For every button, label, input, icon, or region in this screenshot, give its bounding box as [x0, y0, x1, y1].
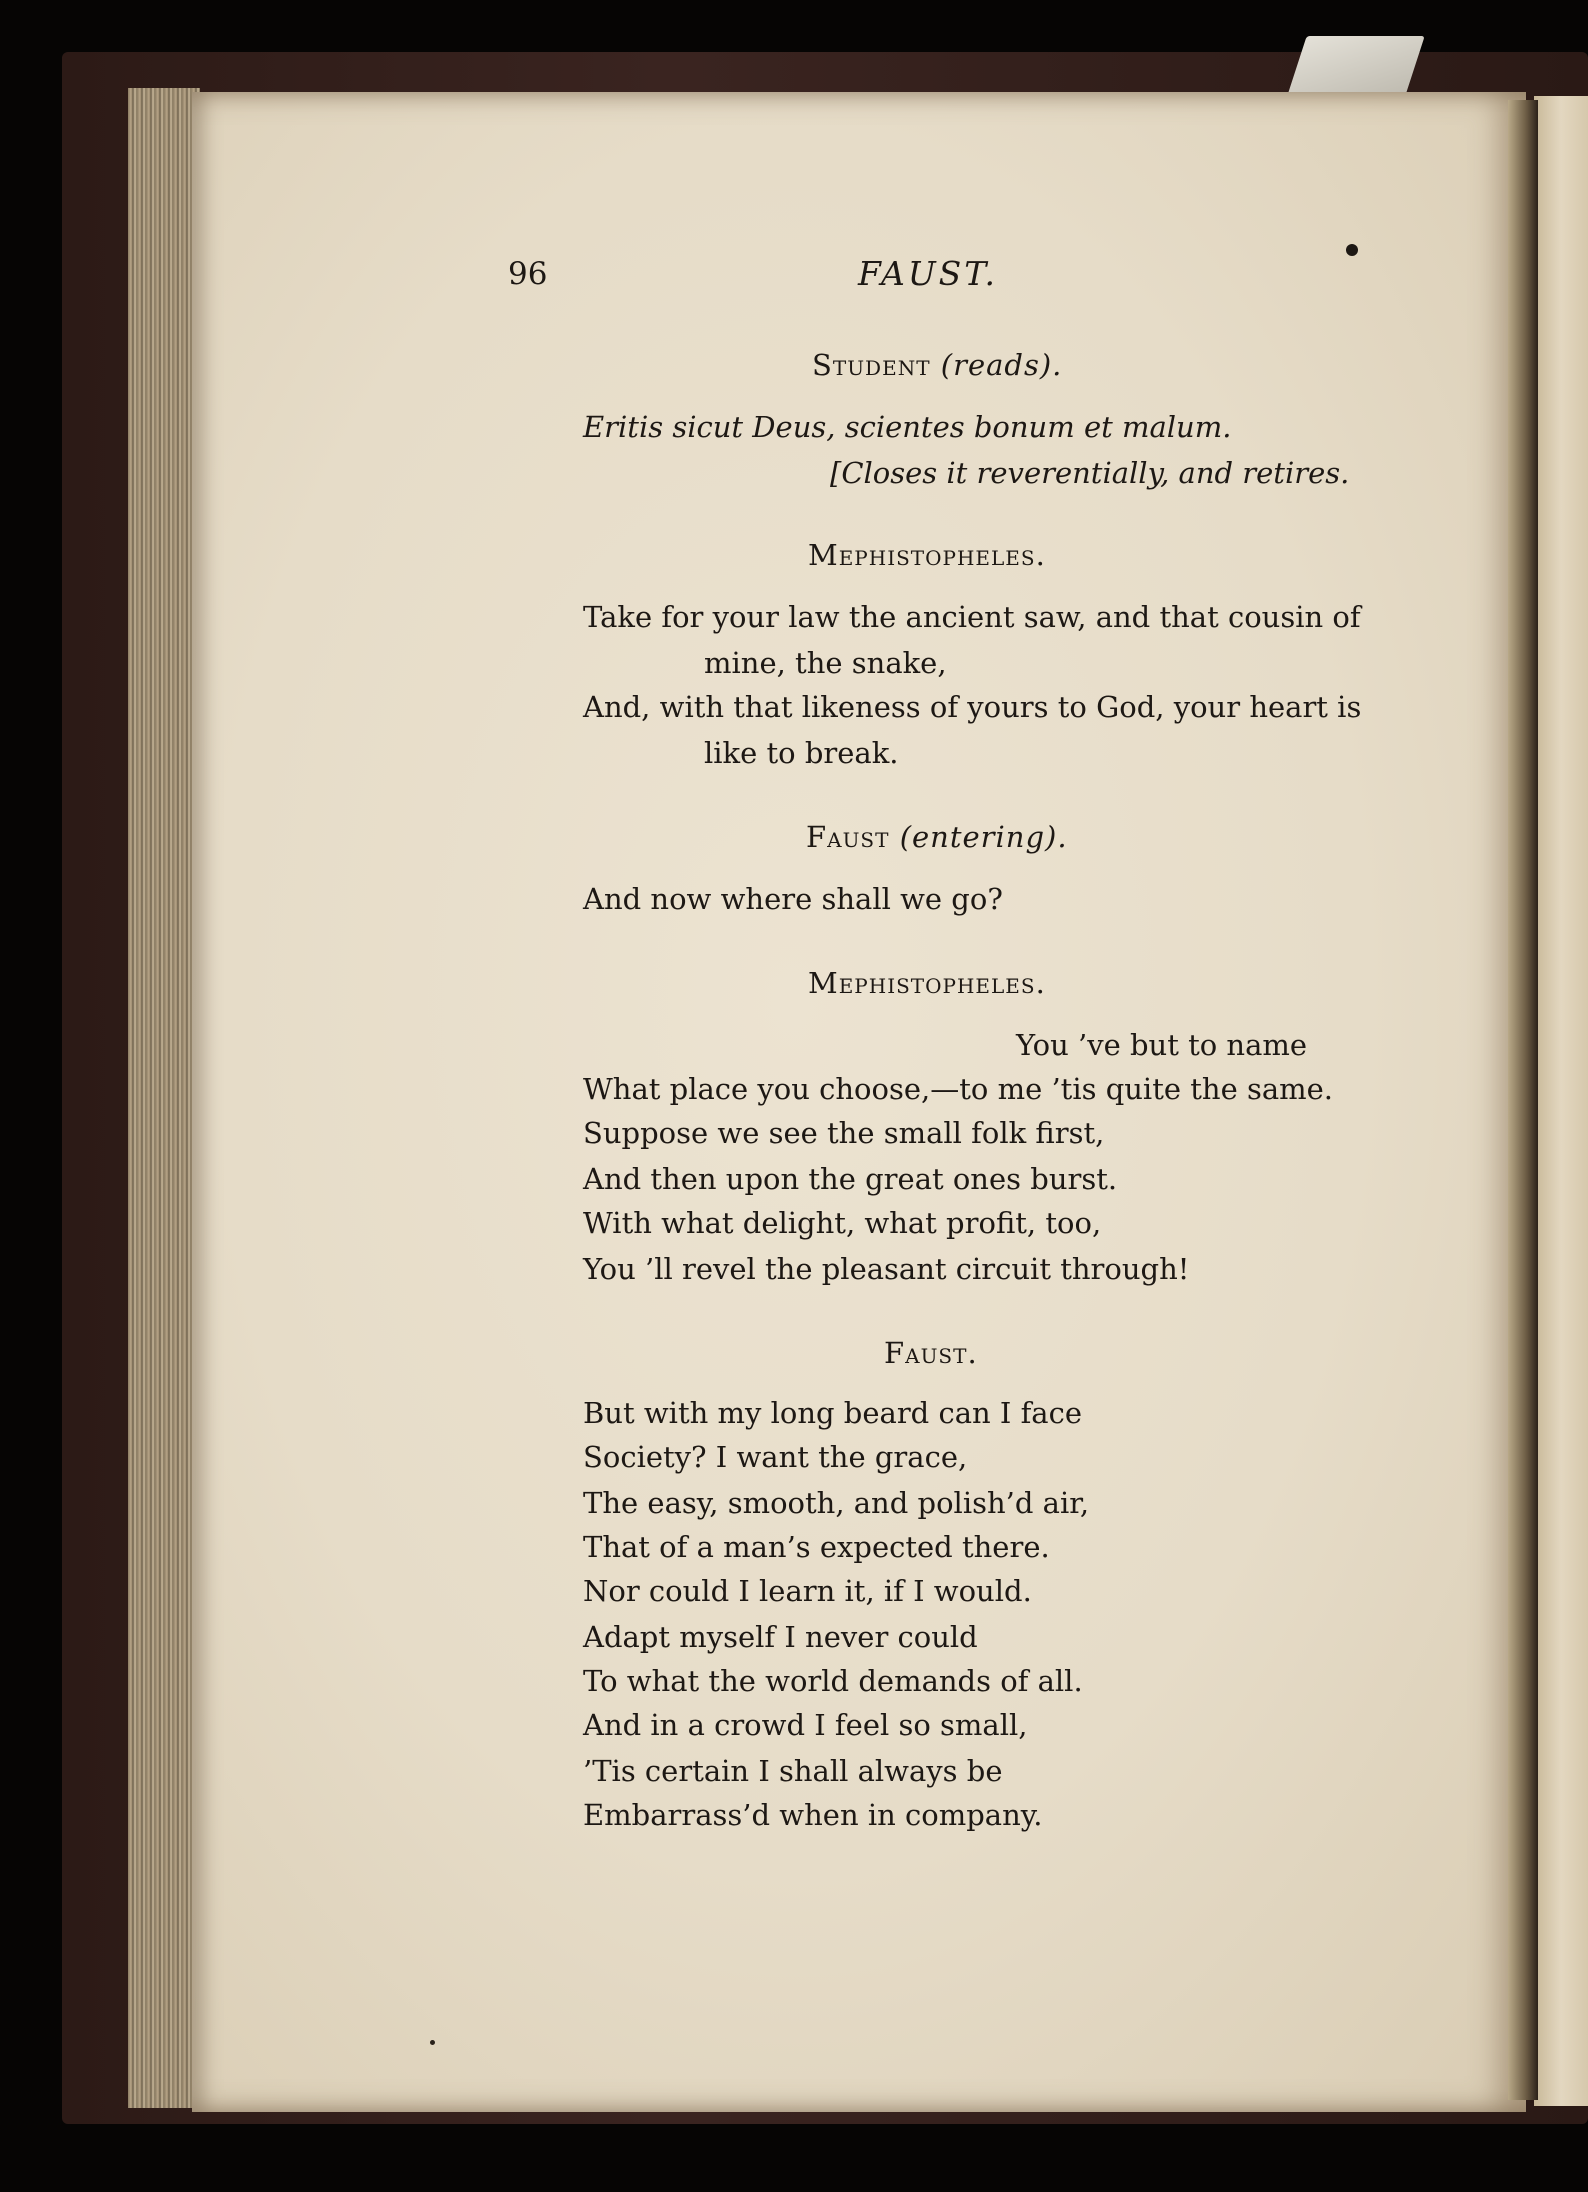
verse-line: To what the world demands of all.: [583, 1664, 1083, 1698]
verse-line: And now where shall we go?: [583, 882, 1003, 916]
speaker-heading: Mephistopheles.: [808, 966, 1046, 1000]
verse-line: The easy, smooth, and polish’d air,: [583, 1486, 1090, 1520]
verse-line: like to break.: [704, 736, 899, 770]
page-number: 96: [508, 256, 548, 292]
page-edges: [128, 88, 200, 2108]
facing-page-edge: [1534, 96, 1588, 2106]
ink-spot: [1346, 244, 1358, 256]
verse-line: And then upon the great ones burst.: [583, 1162, 1118, 1196]
running-head: FAUST.: [858, 254, 998, 293]
speaker-name: Student: [812, 348, 931, 382]
paper-speck: [430, 2040, 435, 2045]
verse-line: But with my long beard can I face: [583, 1396, 1082, 1430]
verse-line: You ’ve but to name: [1016, 1028, 1308, 1062]
page-gutter: [1508, 100, 1538, 2100]
verse-line: With what delight, what profit, too,: [583, 1206, 1102, 1240]
speaker-heading: Faust.: [884, 1336, 978, 1370]
verse-line: And, with that likeness of yours to God, your heart is: [583, 690, 1362, 724]
verse-line: Take for your law the ancient saw, and that cousin of: [583, 600, 1361, 634]
verse-line: What place you choose,—to me ’tis quite the same.: [583, 1072, 1334, 1106]
verse-line: Eritis sicut Deus, scientes bonum et malum.: [583, 410, 1232, 444]
verse-line: And in a crowd I feel so small,: [583, 1708, 1028, 1742]
speaker-name: Faust: [806, 820, 890, 854]
verse-line: Society? I want the grace,: [583, 1440, 968, 1474]
verse-line: Adapt myself I never could: [583, 1620, 978, 1654]
speaker-heading: [806, 820, 1068, 854]
verse-line: Suppose we see the small folk first,: [583, 1116, 1105, 1150]
stage-note: (entering).: [899, 820, 1068, 854]
verse-line: That of a man’s expected there.: [583, 1530, 1050, 1564]
verse-line: ’Tis certain I shall always be: [583, 1754, 1003, 1788]
verse-line: You ’ll revel the pleasant circuit through!: [583, 1252, 1190, 1286]
stage-note: (reads).: [940, 348, 1063, 382]
verse-line: Embarrass’d when in company.: [583, 1798, 1043, 1832]
verse-line: Nor could I learn it, if I would.: [583, 1574, 1032, 1608]
stage-direction: [Closes it reverentially, and retires.: [830, 456, 1350, 490]
speaker-heading: Mephistopheles.: [808, 538, 1046, 572]
speaker-heading: [812, 348, 1062, 382]
verse-line: mine, the snake,: [704, 646, 947, 680]
